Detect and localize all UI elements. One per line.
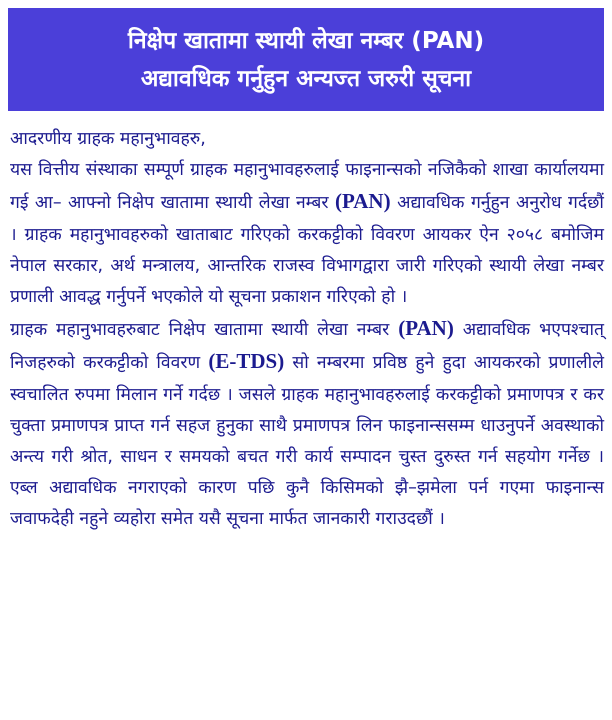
salutation: आदरणीय ग्राहक महानुभावहरु,: [10, 129, 206, 149]
pan-term: (PAN): [398, 316, 454, 341]
notice-header-banner: [8, 8, 604, 111]
pan-term: (PAN): [335, 189, 391, 214]
notice-title-line-1: निक्षेप खातामा स्थायी लेखा नम्बर (PAN): [127, 27, 485, 54]
notice-body: [10, 124, 604, 536]
paragraph-2-text-b: अद्यावधिक भएपश्चात् निजहरुको करकट्टीको विवरण: [10, 320, 604, 374]
etds-term: (E-TDS): [208, 349, 285, 374]
notice-title-line-2: अद्यावधिक गर्नुहुन अन्यज्त जरुरी सूचना: [140, 65, 472, 92]
paragraph-1-text-a: यस वित्तीय संस्थाका सम्पूर्ण ग्राहक महानुभावहरुलाई फाइनान्सको नजिकैको शाखा कार्यालयमा गई आ– आफ्नो निक्षेप खातामा स्थायी लेखा नम्बर: [10, 160, 604, 214]
notice-paragraph-1: [10, 155, 604, 313]
notice-paragraph-2: [10, 313, 604, 535]
paragraph-2-text-c: सो नम्बरमा प्रविष्ठ हुने हुदा आयकरको प्रणालीले स्वचालित रुपमा मिलान गर्ने गर्दछ । जसले ग्राहक महानुभावहरुलाई करकट्टीको प्रमाणपत्र र कर चुक्ता प्रमाणपत्र प्राप्त गर्न सहज हुनुका साथै प्रमाणपत्र लिन फाइनान्ससम्म धाउनुपर्ने अवस्थाको अन्त्य गरी श्रोत, साधन र समयको बचत गरी कार्य सम्पादन चुस्त दुरुस्त गर्न सहयोग गर्नेछ । एब्ल अद्यावधिक नगराएको कारण पछि कुनै किसिमको झै–झमेला पर्न गएमा फाइनान्स जवाफदेही नहुने व्यहोरा समेत यसै सूचना मार्फत जानकारी गराउदछौं ।: [10, 353, 604, 530]
paragraph-2-text-a: ग्राहक महानुभावहरुबाट निक्षेप खातामा स्थायी लेखा नम्बर: [10, 320, 390, 341]
paragraph-1-text-b: अद्यावधिक गर्नुहुन अनुरोध गर्दछौं । ग्राहक महानुभावहरुको खाताबाट गरिएको करकट्टीको विवरण आयकर ऐन २०५८ बमोजिम नेपाल सरकार, अर्थ मन्त्रालय, आन्तरिक राजस्व विभागद्वारा जारी गरिएको स्थायी लेखा नम्बर प्रणाली आवद्ध गर्नुपर्ने भएकोले यो सूचना प्रकाशन गरिएको हो ।: [10, 193, 604, 308]
